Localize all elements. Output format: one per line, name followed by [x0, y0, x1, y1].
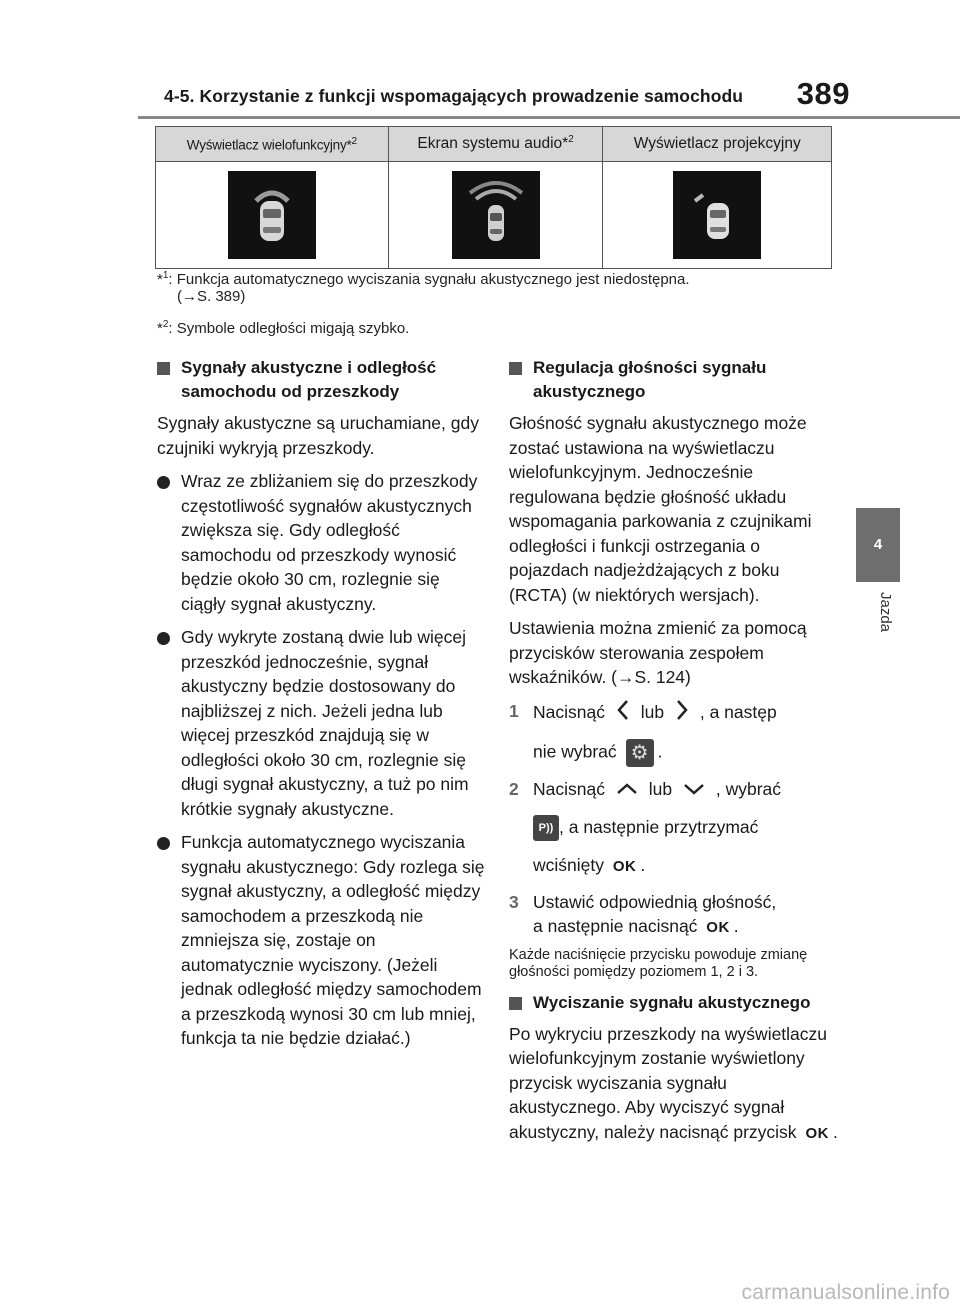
paragraph-intro: Sygnały akustyczne są uruchamiane, gdy czujniki wykryją przeszkody. — [157, 413, 479, 458]
bullet-item: Funkcja automatycznego wyciszania sygnału akustycznego: Gdy rozlega się sygnał akustyczny, a odległość między samochodem a przeszkodą nie zmniejsza się, zostaje on automatycznie wyciszony. (Jeżeli jednak odległość między samochodem a przeszkodą wynosi 30 cm lub mniej, funkcja ta nie będzie działać.) — [157, 830, 487, 1051]
step-3: 3 Ustawić odpowiednią głośność, a następnie nacisnąć OK . — [509, 890, 839, 941]
watermark: carmanualsonline.info — [741, 1281, 950, 1304]
bullet-item: Gdy wykryte zostaną dwie lub więcej przeszkód jednocześnie, sygnał akustyczny będzie dostosowany do najbliższej z nich. Jeżeli jedna lub więcej przeszkód znajdują się w odległości około 30 cm, rozlegnie się długi sygnał akustyczny, a tuż po nim krótkie sygnały akustyczne. — [157, 625, 487, 821]
audio-screen-car-image — [452, 171, 540, 259]
chevron-down-icon — [683, 778, 705, 803]
paragraph-volume: Głośność sygnału akustycznego może zostać ustawiona na wyświetlaczu wielofunkcyjnym. Jednocześnie regulowana będzie głośność układu wspomagania parkowania z czujnikami odległości i funkcji ostrzegania o pojazdach nadjeżdżających z boku (RCTA) (w niektórych wersjach). — [509, 413, 812, 605]
step-2: 2 Nacisnąć lub , wybrać P)) , a następnie przytrzymać wciśnięty OK . — [509, 777, 839, 880]
header-multi-display: Wyświetlacz wielofunkcyjny*$^2$ — [156, 127, 389, 162]
page-number: 389 — [796, 76, 850, 111]
cell-multi-display-image — [156, 162, 389, 269]
section-title: 4-5. Korzystanie z funkcji wspomagających prowadzenie samochodu — [164, 86, 744, 106]
footnote-2: *$^2$: Symbole odległości migają szybko. — [157, 319, 410, 337]
header-head-up-display: Wyświetlacz projekcyjny — [603, 127, 832, 162]
parking-sonar-icon: P)) — [533, 815, 559, 841]
chapter-label: Jazda — [877, 592, 894, 633]
footnote-1: *$^1$: Funkcja automatycznego wyciszania sygnału akustycznego jest niedostępna. (→S. 389) — [157, 270, 690, 305]
ok-button-symbol: OK — [805, 1124, 829, 1142]
chapter-tab: 4 — [856, 508, 900, 582]
chevron-up-icon — [616, 778, 638, 803]
ok-button-symbol: OK — [612, 858, 637, 875]
right-column — [509, 356, 839, 1155]
bullet-item: Wraz ze zbliżaniem się do przeszkody częstotliwość sygnałów akustycznych zwiększa się. Gdy odległość samochodu od przeszkody wynosić będzie około 30 cm, rozlegnie się ciągły sygnał akustyczny. — [157, 469, 487, 616]
paragraph-mute: Po wykryciu przeszkody na wyświetlaczu wielofunkcyjnym zostanie wyświetlony przycisk wyciszania sygnału akustycznego. Aby wyciszyć sygnał akustyczny, należy nacisnąć przycisk OK . — [509, 1022, 839, 1147]
cell-hud-image — [603, 162, 832, 269]
section-heading-mute: Wyciszanie sygnału akustycznego — [509, 991, 839, 1015]
step-1: 1 Nacisnąć lub , a następ nie wybrać ⚙ . — [509, 699, 839, 768]
section-heading-volume: Regulacja głośności sygnału akustycznego — [509, 356, 839, 404]
section-heading-signals: Sygnały akustyczne i odległość samochodu od przeszkody — [157, 356, 487, 404]
header-rule — [138, 116, 960, 119]
hud-car-image — [673, 171, 761, 259]
paragraph-settings: Ustawienia można zmienić za pomocą przycisków sterowania zespołem wskaźników. (→S. 124) — [509, 618, 807, 687]
page-header — [138, 78, 850, 114]
chevron-left-icon — [616, 699, 630, 728]
cell-audio-screen-image — [388, 162, 603, 269]
multi-display-car-image — [228, 171, 316, 259]
note-volume-levels: Każde naciśnięcie przycisku powoduje zmianę głośności pomiędzy poziomem 1, 2 i 3. — [509, 946, 808, 980]
gear-icon: ⚙ — [626, 739, 654, 767]
ok-button-symbol: OK — [706, 919, 730, 936]
display-table — [155, 126, 832, 269]
chevron-right-icon — [675, 699, 689, 728]
left-column — [157, 356, 487, 1060]
header-audio-screen: Ekran systemu audio*$^2$ — [388, 127, 603, 162]
